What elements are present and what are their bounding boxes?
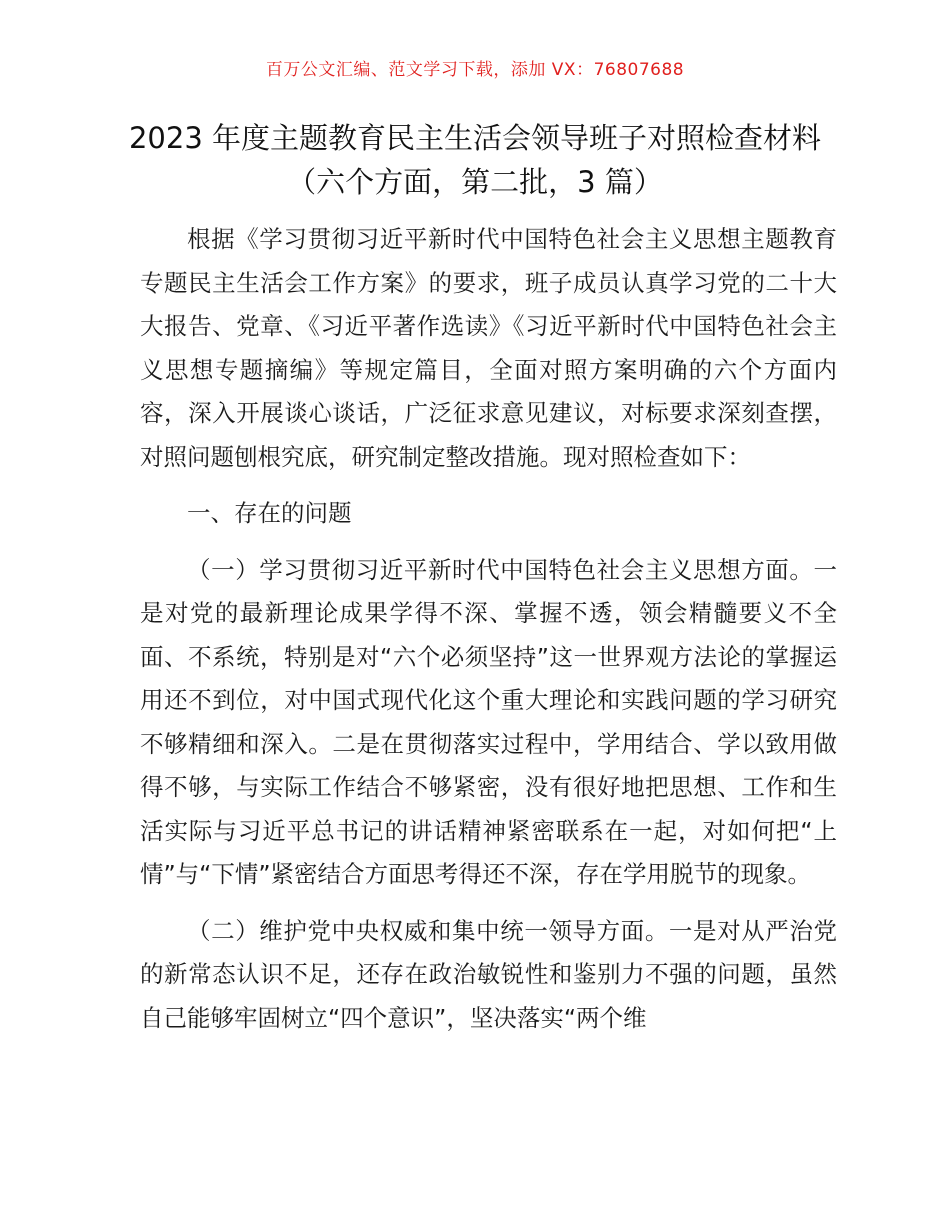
document-title: 2023 年度主题教育民主生活会领导班子对照检查材料（六个方面，第二批，3 篇）	[128, 121, 822, 199]
section-heading-problems: 一、存在的问题	[187, 499, 352, 527]
paragraph-section-2: （二）维护党中央权威和集中统一领导方面。一是对从严治党的新常态认识不足，还存在政治敏锐性和鉴别力不强的问题，虽然自己能够牢固树立“四个意识”，坚决落实“两个维	[140, 916, 837, 1032]
paragraph-section-1: （一）学习贯彻习近平新时代中国特色社会主义思想方面。一是对党的最新理论成果学得不深、掌握不透，领会精髓要义不全面、不系统，特别是对“六个必须坚持”这一世界观方法论的掌握运用还不到位，对中国式现代化这个重大理论和实践问题的学习研究不够精细和深入。二是在贯彻落实过程中，学用结合、学以致用做得不够，与实际工作结合不够紧密，没有很好地把思想、工作和生活实际与习近平总书记的讲话精神紧密联系在一起，对如何把“上情”与“下情”紧密结合方面思考得还不深，存在学用脱节的现象。	[140, 555, 837, 888]
paragraph-intro: 根据《学习贯彻习近平新时代中国特色社会主义思想主题教育专题民主生活会工作方案》的要求，班子成员认真学习党的二十大大报告、党章、《习近平著作选读》《习近平新时代中国特色社会主义思想专题摘编》等规定篇目，全面对照方案明确的六个方面内容，深入开展谈心谈话，广泛征求意见建议，对标要求深刻查摆，对照问题刨根究底，研究制定整改措施。现对照检查如下：	[140, 225, 837, 471]
document-body	[140, 218, 837, 1040]
header-banner: 百万公文汇编、范文学习下载，添加 VX：76807688	[265, 60, 685, 80]
